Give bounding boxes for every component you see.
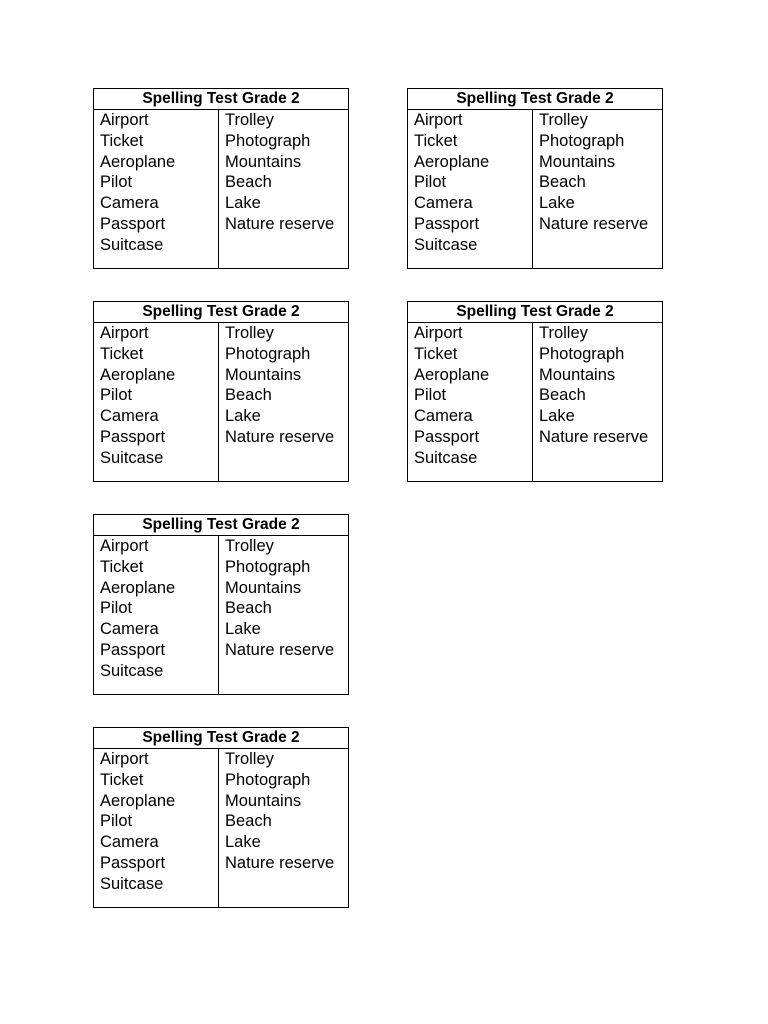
word: Passport	[100, 214, 166, 233]
word: Suitcase	[100, 874, 164, 893]
card-columns	[408, 323, 662, 481]
right-word-column	[219, 110, 348, 268]
word: Beach	[225, 599, 272, 618]
word: Lake	[225, 620, 261, 639]
word: Trolley	[539, 111, 588, 129]
word: Passport	[100, 853, 166, 872]
word: Camera	[414, 194, 473, 213]
word: Nature reserve	[225, 427, 335, 446]
spelling-card	[93, 514, 349, 695]
word: Airport	[414, 324, 463, 342]
word: Photograph	[225, 131, 311, 150]
word: Suitcase	[414, 235, 478, 254]
word: Photograph	[225, 344, 311, 363]
spelling-card	[93, 301, 349, 482]
word: Pilot	[414, 386, 447, 405]
word: Lake	[539, 407, 575, 426]
word: Suitcase	[100, 448, 164, 467]
left-word-column	[94, 749, 219, 907]
word: Nature reserve	[539, 214, 649, 233]
card-title: Spelling Test Grade 2	[408, 89, 662, 110]
word: Airport	[100, 750, 149, 768]
word: Aeroplane	[100, 365, 176, 384]
word: Airport	[100, 537, 149, 555]
word: Trolley	[225, 750, 274, 768]
word: Photograph	[225, 770, 311, 789]
card-title: Spelling Test Grade 2	[94, 728, 348, 749]
right-word-list	[219, 110, 348, 235]
left-word-column	[408, 323, 533, 481]
word: Beach	[225, 386, 272, 405]
word: Mountains	[539, 365, 616, 384]
right-word-column	[219, 536, 348, 694]
left-word-list	[94, 536, 218, 682]
word: Mountains	[539, 152, 616, 171]
right-word-column	[533, 323, 662, 481]
word: Passport	[100, 427, 166, 446]
word: Pilot	[414, 173, 447, 192]
word: Suitcase	[100, 235, 164, 254]
left-word-column	[94, 323, 219, 481]
word: Trolley	[225, 324, 274, 342]
word: Passport	[414, 427, 480, 446]
word: Aeroplane	[414, 152, 490, 171]
word: Ticket	[100, 344, 144, 363]
word: Ticket	[100, 131, 144, 150]
card-columns	[94, 536, 348, 694]
word: Trolley	[539, 324, 588, 342]
word: Photograph	[225, 557, 311, 576]
right-word-column	[533, 110, 662, 268]
left-word-column	[94, 536, 219, 694]
right-word-list	[219, 536, 348, 661]
word: Mountains	[225, 365, 302, 384]
left-word-list	[408, 110, 532, 256]
word: Passport	[100, 640, 166, 659]
word: Nature reserve	[225, 640, 335, 659]
word: Ticket	[414, 344, 458, 363]
word: Mountains	[225, 791, 302, 810]
right-word-list	[533, 323, 662, 448]
word: Aeroplane	[100, 791, 176, 810]
word: Lake	[225, 833, 261, 852]
word: Nature reserve	[225, 853, 335, 872]
spelling-card	[93, 88, 349, 269]
word: Passport	[414, 214, 480, 233]
word: Ticket	[100, 557, 144, 576]
left-word-list	[94, 323, 218, 469]
word: Airport	[100, 324, 149, 342]
word: Trolley	[225, 111, 274, 129]
right-word-column	[219, 749, 348, 907]
word: Pilot	[100, 386, 133, 405]
word: Nature reserve	[539, 427, 649, 446]
card-columns	[94, 749, 348, 907]
spelling-card	[407, 301, 663, 482]
word: Trolley	[225, 537, 274, 555]
card-title: Spelling Test Grade 2	[94, 89, 348, 110]
word: Beach	[539, 173, 586, 192]
left-word-column	[408, 110, 533, 268]
left-word-column	[94, 110, 219, 268]
word: Aeroplane	[414, 365, 490, 384]
word: Camera	[100, 194, 159, 213]
word: Beach	[539, 386, 586, 405]
word: Airport	[414, 111, 463, 129]
word: Suitcase	[100, 661, 164, 680]
word: Camera	[100, 407, 159, 426]
right-word-column	[219, 323, 348, 481]
word: Lake	[225, 194, 261, 213]
word: Photograph	[539, 344, 625, 363]
left-word-list	[94, 749, 218, 895]
spelling-card	[93, 727, 349, 908]
right-word-list	[219, 323, 348, 448]
card-columns	[94, 110, 348, 268]
right-word-list	[533, 110, 662, 235]
word: Camera	[414, 407, 473, 426]
word: Aeroplane	[100, 578, 176, 597]
word: Suitcase	[414, 448, 478, 467]
word: Mountains	[225, 578, 302, 597]
word: Lake	[539, 194, 575, 213]
word: Lake	[225, 407, 261, 426]
word: Pilot	[100, 599, 133, 618]
spelling-card	[407, 88, 663, 269]
word: Ticket	[100, 770, 144, 789]
word: Camera	[100, 620, 159, 639]
word: Ticket	[414, 131, 458, 150]
word: Pilot	[100, 173, 133, 192]
right-word-list	[219, 749, 348, 874]
card-title: Spelling Test Grade 2	[408, 302, 662, 323]
left-word-list	[94, 110, 218, 256]
word: Camera	[100, 833, 159, 852]
word: Photograph	[539, 131, 625, 150]
card-title: Spelling Test Grade 2	[94, 515, 348, 536]
word: Pilot	[100, 812, 133, 831]
card-columns	[94, 323, 348, 481]
word: Beach	[225, 812, 272, 831]
word: Mountains	[225, 152, 302, 171]
word: Aeroplane	[100, 152, 176, 171]
card-title: Spelling Test Grade 2	[94, 302, 348, 323]
word: Nature reserve	[225, 214, 335, 233]
left-word-list	[408, 323, 532, 469]
word: Beach	[225, 173, 272, 192]
word: Airport	[100, 111, 149, 129]
card-columns	[408, 110, 662, 268]
